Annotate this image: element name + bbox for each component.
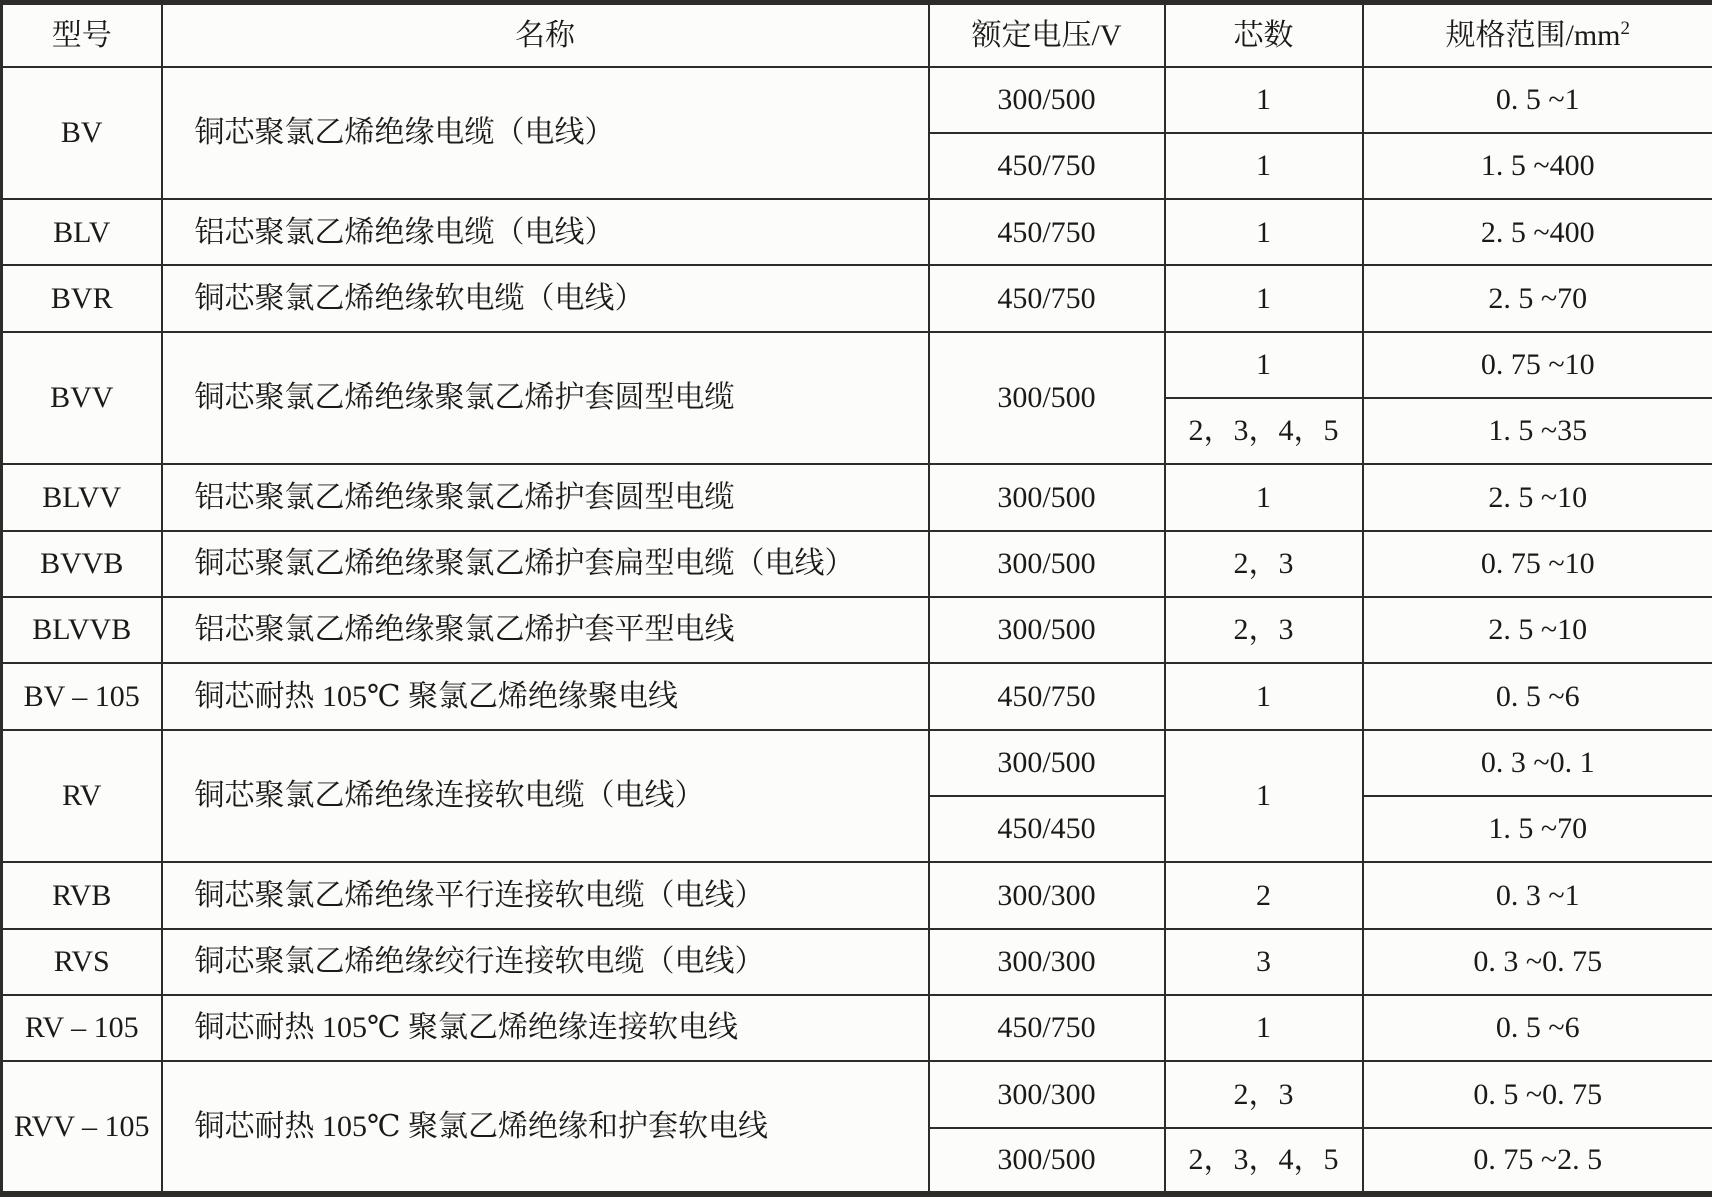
voltage-cell: 300/500 [929,67,1165,133]
cores-cell: 1 [1165,332,1363,398]
range-cell: 2. 5 ~70 [1363,265,1712,331]
voltage-cell: 300/300 [929,929,1165,995]
table-row [2,730,1712,796]
model-cell: BVR [2,265,162,331]
name-cell: 铝芯聚氯乙烯绝缘聚氯乙烯护套平型电线 [162,597,929,663]
range-cell: 0. 3 ~0. 1 [1363,730,1712,796]
cores-cell: 1 [1165,199,1363,265]
column-header-voltage: 额定电压/V [929,3,1165,67]
cores-cell: 2 [1165,862,1363,928]
voltage-cell: 300/500 [929,464,1165,530]
table-row [2,265,1712,331]
cores-cell: 2，3 [1165,1061,1363,1127]
voltage-cell: 300/500 [929,1128,1165,1195]
range-cell: 0. 5 ~1 [1363,67,1712,133]
cores-cell: 2，3 [1165,597,1363,663]
table-row [2,464,1712,530]
name-cell: 铜芯耐热 105℃ 聚氯乙烯绝缘聚电线 [162,663,929,729]
model-cell: RV – 105 [2,995,162,1061]
name-cell: 铜芯聚氯乙烯绝缘绞行连接软电缆（电线） [162,929,929,995]
cores-cell: 2，3，4，5 [1165,398,1363,464]
voltage-cell: 450/450 [929,796,1165,862]
name-cell: 铝芯聚氯乙烯绝缘聚氯乙烯护套圆型电缆 [162,464,929,530]
voltage-cell: 300/500 [929,332,1165,465]
range-cell: 0. 75 ~10 [1363,332,1712,398]
voltage-cell: 450/750 [929,265,1165,331]
name-cell: 铜芯聚氯乙烯绝缘软电缆（电线） [162,265,929,331]
model-cell: BVV [2,332,162,465]
range-cell: 0. 75 ~2. 5 [1363,1128,1712,1195]
range-cell: 2. 5 ~10 [1363,464,1712,530]
column-header-cores: 芯数 [1165,3,1363,67]
cores-cell: 1 [1165,133,1363,199]
voltage-cell: 450/750 [929,199,1165,265]
table-row [2,929,1712,995]
table-row [2,597,1712,663]
model-cell: RVB [2,862,162,928]
header-row [2,3,1712,67]
name-cell: 铜芯聚氯乙烯绝缘聚氯乙烯护套扁型电缆（电线） [162,531,929,597]
table-row [2,67,1712,133]
voltage-cell: 450/750 [929,663,1165,729]
cores-cell: 2，3，4，5 [1165,1128,1363,1195]
model-cell: RVS [2,929,162,995]
table-row [2,862,1712,928]
model-cell: BLVVB [2,597,162,663]
cores-cell: 1 [1165,995,1363,1061]
table-row [2,663,1712,729]
table-row [2,531,1712,597]
name-cell: 铜芯聚氯乙烯绝缘聚氯乙烯护套圆型电缆 [162,332,929,465]
name-cell: 铜芯聚氯乙烯绝缘连接软电缆（电线） [162,730,929,863]
voltage-cell: 300/500 [929,531,1165,597]
cores-cell: 3 [1165,929,1363,995]
range-cell: 1. 5 ~70 [1363,796,1712,862]
name-cell: 铜芯耐热 105℃ 聚氯乙烯绝缘和护套软电线 [162,1061,929,1194]
cores-cell: 1 [1165,464,1363,530]
range-cell: 0. 5 ~6 [1363,995,1712,1061]
voltage-cell: 450/750 [929,995,1165,1061]
range-cell: 1. 5 ~400 [1363,133,1712,199]
table-row [2,199,1712,265]
voltage-cell: 300/500 [929,597,1165,663]
model-cell: RV [2,730,162,863]
model-cell: BV – 105 [2,663,162,729]
table-body [2,67,1712,1195]
cores-cell: 1 [1165,663,1363,729]
table-row [2,995,1712,1061]
model-cell: RVV – 105 [2,1061,162,1194]
table-row [2,1061,1712,1127]
range-cell: 0. 5 ~0. 75 [1363,1061,1712,1127]
cores-cell: 2，3 [1165,531,1363,597]
model-cell: BV [2,67,162,200]
column-header-name: 名称 [162,3,929,67]
name-cell: 铜芯耐热 105℃ 聚氯乙烯绝缘连接软电线 [162,995,929,1061]
range-cell: 1. 5 ~35 [1363,398,1712,464]
voltage-cell: 450/750 [929,133,1165,199]
range-cell: 0. 75 ~10 [1363,531,1712,597]
cores-cell: 1 [1165,265,1363,331]
voltage-cell: 300/300 [929,862,1165,928]
cores-cell: 1 [1165,67,1363,133]
cores-cell: 1 [1165,730,1363,863]
voltage-cell: 300/500 [929,730,1165,796]
range-cell: 2. 5 ~400 [1363,199,1712,265]
table-header [2,3,1712,67]
column-header-range: 规格范围$/mm^2$ [1363,3,1712,67]
range-cell: 2. 5 ~10 [1363,597,1712,663]
table-row [2,332,1712,398]
model-cell: BLV [2,199,162,265]
column-header-model: 型号 [2,3,162,67]
name-cell: 铝芯聚氯乙烯绝缘电缆（电线） [162,199,929,265]
model-cell: BVVB [2,531,162,597]
range-cell: 0. 3 ~1 [1363,862,1712,928]
range-cell: 0. 5 ~6 [1363,663,1712,729]
name-cell: 铜芯聚氯乙烯绝缘电缆（电线） [162,67,929,200]
name-cell: 铜芯聚氯乙烯绝缘平行连接软电缆（电线） [162,862,929,928]
range-cell: 0. 3 ~0. 75 [1363,929,1712,995]
voltage-cell: 300/300 [929,1061,1165,1127]
model-cell: BLVV [2,464,162,530]
